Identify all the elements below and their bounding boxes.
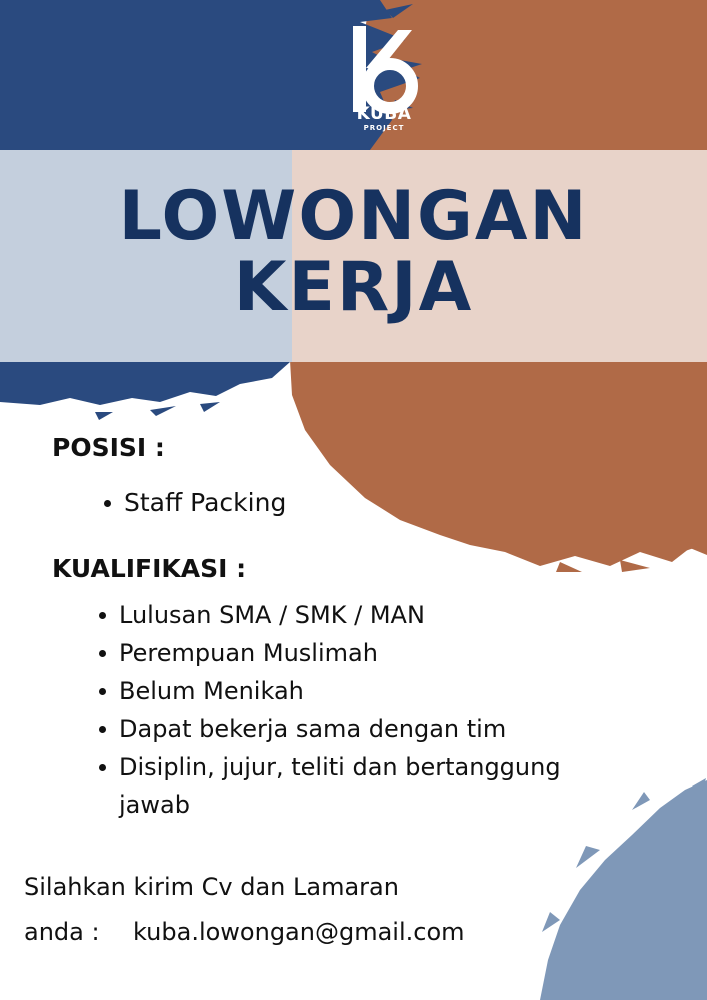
posisi-heading: POSISI : [52, 433, 165, 462]
brand-name: KUBA [356, 104, 412, 124]
contact-email: kuba.lowongan@gmail.com [133, 918, 465, 946]
title-line-2: KERJA [233, 248, 474, 327]
list-item: Staff Packing [102, 484, 462, 522]
list-item: Perempuan Muslimah [97, 634, 617, 672]
list-item: Lulusan SMA / SMK / MAN [97, 596, 617, 634]
list-item: Belum Menikah [97, 672, 617, 710]
list-item: Disiplin, jujur, teliti dan bertanggung jawab [97, 748, 617, 824]
kualifikasi-list [97, 596, 617, 824]
contact-instruction: Silahkan kirim Cv dan Lamaran [24, 873, 399, 901]
brand-subtitle: PROJECT [363, 124, 405, 132]
list-item: Dapat bekerja sama dengan tim [97, 710, 617, 748]
title-line-1: LOWONGAN [118, 177, 589, 256]
posisi-list [102, 484, 462, 522]
kualifikasi-heading: KUALIFIKASI : [52, 554, 247, 583]
contact-label: anda : [24, 918, 100, 946]
